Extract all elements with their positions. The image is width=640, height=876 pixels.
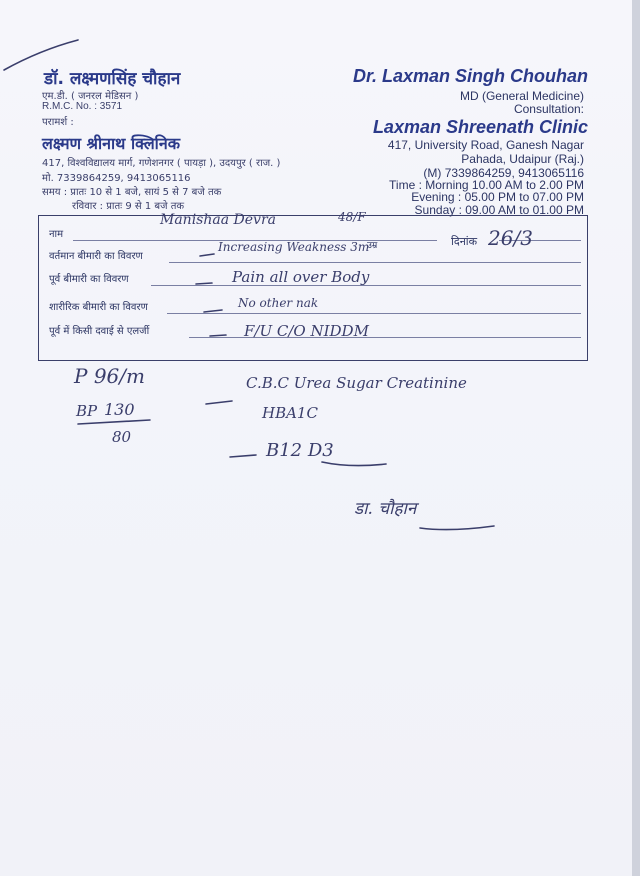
allergy-label: पूर्व में किसी दवाई से एलर्जी [49, 326, 150, 337]
pulse-handwritten: P 96/m [74, 364, 145, 388]
current-illness-line [169, 262, 581, 263]
degree-english: MD (General Medicine) [459, 89, 584, 103]
bp-label-handwritten: BP [76, 402, 98, 420]
rmc-number: R.M.C. No. : 3571 [42, 101, 123, 112]
investigation-line3: B12 D3 [266, 440, 334, 461]
dash-investigation-3 [230, 455, 256, 457]
patient-name-handwritten: Manishaa Devra [160, 212, 276, 228]
date-label: दिनांक [451, 235, 478, 248]
clinic-name-english: Laxman Shreenath Clinic [372, 117, 588, 137]
physical-illness-handwritten: No other nak [238, 296, 319, 310]
physical-illness-label: शारीरिक बीमारी का विवरण [49, 302, 148, 313]
address-line2-english: Pahada, Udaipur (Raj.) [461, 152, 584, 166]
clinic-name-hindi: लक्ष्मण श्रीनाथ क्लिनिक [42, 134, 180, 153]
time-sunday: Sunday : 09.00 AM to 01.00 PM [414, 203, 584, 217]
physical-illness-line [167, 313, 581, 314]
patient-age-handwritten: 48/F [338, 210, 366, 224]
scan-edge [632, 0, 640, 876]
dash-investigation-1 [206, 401, 232, 404]
investigation-line1: C.B.C Urea Sugar Creatinine [246, 374, 467, 392]
past-illness-label: पूर्व बीमारी का विवरण [49, 274, 129, 285]
bp-fraction-line [78, 420, 150, 424]
timing-hindi: समय : प्रातः 10 से 1 बजे, सायं 5 से 7 बजे तक [42, 187, 222, 198]
address-hindi: 417, विश्वविद्यालय मार्ग, गणेशनगर ( पायड़ा ), उदयपुर ( राज. ) [42, 158, 281, 169]
time-morning: Time : Morning 10.00 AM to 2.00 PM [389, 178, 584, 192]
time-evening: Evening : 05.00 PM to 07.00 PM [411, 190, 584, 204]
past-illness-handwritten: Pain all over Body [232, 268, 370, 286]
doctor-signature: डा. चौहान [354, 499, 417, 519]
sunday-timing-hindi: रविवार : प्रातः 9 से 1 बजे तक [72, 201, 185, 212]
name-label: नाम [49, 229, 64, 240]
current-illness-handwritten: Increasing Weakness 3m [218, 240, 370, 254]
age-label: उम्र [367, 241, 378, 251]
doctor-name-english: Dr. Laxman Singh Chouhan [352, 66, 588, 86]
mobile-hindi: मो. 7339864259, 9413065116 [42, 173, 191, 184]
underline-signature [420, 526, 494, 530]
doctor-name-hindi: डॉ. लक्ष्मणसिंह चौहान [44, 69, 181, 89]
bp-diastolic-handwritten: 80 [112, 428, 132, 446]
underline-d3 [322, 462, 386, 466]
bp-systolic-handwritten: 130 [104, 400, 135, 419]
visit-date-handwritten: 26/3 [488, 226, 533, 250]
allergy-handwritten: F/U C/O NIDDM [244, 322, 369, 340]
address-line1-english: 417, University Road, Ganesh Nagar [387, 138, 584, 152]
consultation-hindi: परामर्श : [42, 117, 74, 128]
investigation-line2: HBA1C [262, 404, 318, 422]
current-illness-label: वर्तमान बीमारी का विवरण [49, 251, 143, 262]
mobile-english: (M) 7339864259, 9413065116 [423, 166, 584, 180]
degree-hindi: एम.डी. ( जनरल मेडिसन ) [42, 91, 139, 102]
consultation-english: Consultation: [513, 102, 584, 116]
